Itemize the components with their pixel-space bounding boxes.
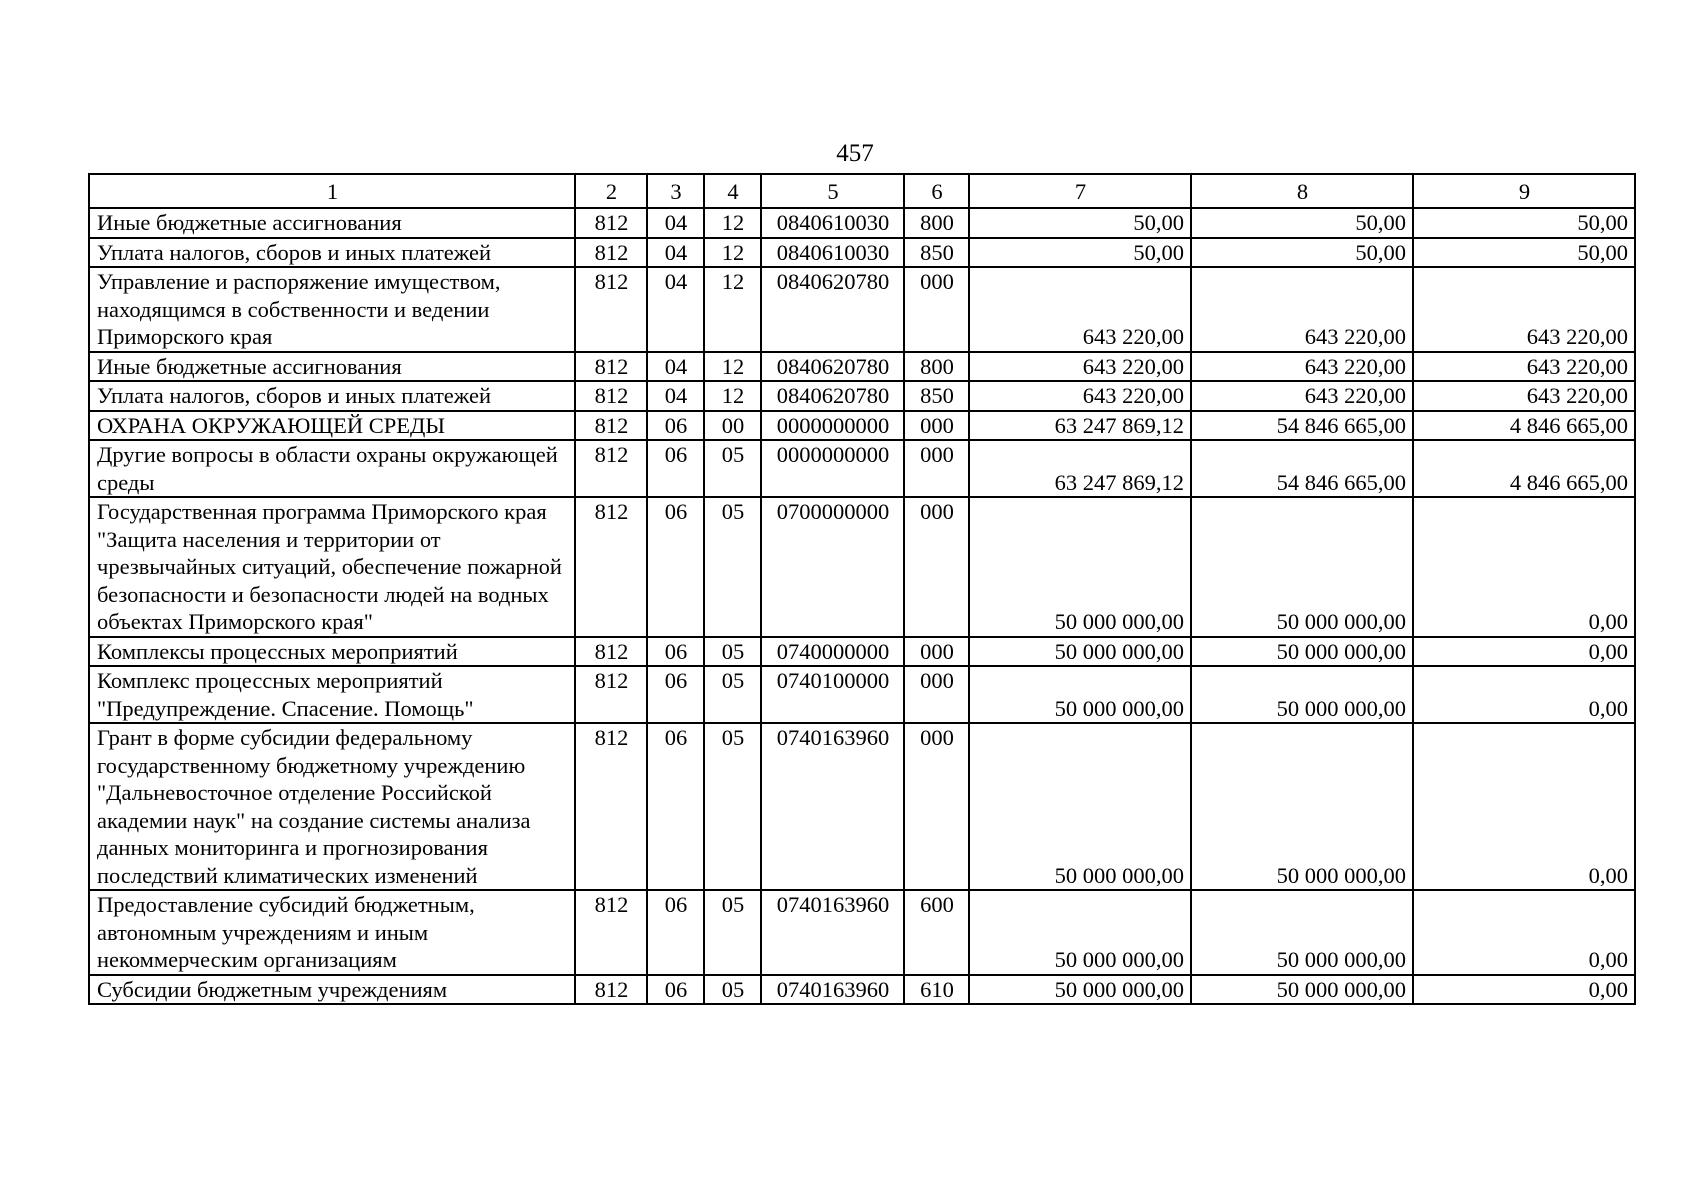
- subsection-cell: 12: [704, 267, 761, 352]
- subsection-cell: 12: [704, 381, 761, 411]
- amount-col8-cell: 50 000 000,00: [1191, 637, 1413, 667]
- expense-type-cell: 000: [904, 267, 969, 352]
- table-row: [89, 723, 1635, 890]
- expense-type-cell: 000: [904, 440, 969, 497]
- target-article-cell: 0740100000: [761, 666, 904, 723]
- subsection-cell: 05: [704, 637, 761, 667]
- row-description: Уплата налогов, сборов и иных платежей: [89, 238, 575, 268]
- amount-col8-cell: 54 846 665,00: [1191, 440, 1413, 497]
- table-row: [89, 890, 1635, 975]
- row-description: Субсидии бюджетным учреждениям: [89, 975, 575, 1005]
- target-article-cell: 0840620780: [761, 267, 904, 352]
- table-body: [89, 174, 1635, 1004]
- target-article-cell: 0740163960: [761, 890, 904, 975]
- section-cell: 06: [647, 497, 704, 637]
- target-article-cell: 0000000000: [761, 411, 904, 441]
- amount-col7-cell: 50 000 000,00: [969, 890, 1191, 975]
- amount-col8-cell: 50,00: [1191, 208, 1413, 238]
- expense-type-cell: 800: [904, 208, 969, 238]
- expense-type-cell: 000: [904, 723, 969, 890]
- table-row: [89, 352, 1635, 382]
- row-description: Государственная программа Приморского края "Защита населения и территории от чрезвычайных ситуаций, обеспечение пожарной безопасности и безопасности людей на водных объектах Приморского края": [89, 497, 575, 637]
- amount-col7-cell: 643 220,00: [969, 381, 1191, 411]
- target-article-cell: 0840620780: [761, 352, 904, 382]
- table-row: [89, 497, 1635, 637]
- budget-table: [88, 173, 1636, 1005]
- amount-col7-cell: 50 000 000,00: [969, 723, 1191, 890]
- amount-col9-cell: 0,00: [1413, 666, 1635, 723]
- amount-col9-cell: 0,00: [1413, 890, 1635, 975]
- budget-code-cell: 812: [575, 411, 647, 441]
- amount-col8-cell: 643 220,00: [1191, 381, 1413, 411]
- column-header: 7: [969, 174, 1191, 208]
- row-description: Комплекс процессных мероприятий "Предупреждение. Спасение. Помощь": [89, 666, 575, 723]
- section-cell: 04: [647, 238, 704, 268]
- table-row: [89, 267, 1635, 352]
- row-description: Управление и распоряжение имуществом, находящимся в собственности и ведении Приморского края: [89, 267, 575, 352]
- subsection-cell: 12: [704, 352, 761, 382]
- target-article-cell: 0840610030: [761, 238, 904, 268]
- expense-type-cell: 850: [904, 381, 969, 411]
- amount-col7-cell: 643 220,00: [969, 267, 1191, 352]
- amount-col7-cell: 50,00: [969, 208, 1191, 238]
- table-row: [89, 208, 1635, 238]
- target-article-cell: 0000000000: [761, 440, 904, 497]
- table-row: [89, 411, 1635, 441]
- amount-col9-cell: 643 220,00: [1413, 267, 1635, 352]
- amount-col7-cell: 50 000 000,00: [969, 975, 1191, 1005]
- row-description: Предоставление субсидий бюджетным, автономным учреждениям и иным некоммерческим организациям: [89, 890, 575, 975]
- target-article-cell: 0840620780: [761, 381, 904, 411]
- section-cell: 04: [647, 381, 704, 411]
- expense-type-cell: 000: [904, 497, 969, 637]
- amount-col9-cell: 643 220,00: [1413, 381, 1635, 411]
- section-cell: 06: [647, 666, 704, 723]
- column-header: 5: [761, 174, 904, 208]
- amount-col9-cell: 643 220,00: [1413, 352, 1635, 382]
- expense-type-cell: 000: [904, 666, 969, 723]
- section-cell: 06: [647, 637, 704, 667]
- budget-code-cell: 812: [575, 723, 647, 890]
- row-description: Другие вопросы в области охраны окружающей среды: [89, 440, 575, 497]
- expense-type-cell: 850: [904, 238, 969, 268]
- target-article-cell: 0740163960: [761, 975, 904, 1005]
- amount-col8-cell: 50 000 000,00: [1191, 666, 1413, 723]
- expense-type-cell: 800: [904, 352, 969, 382]
- amount-col9-cell: 4 846 665,00: [1413, 411, 1635, 441]
- amount-col7-cell: 63 247 869,12: [969, 411, 1191, 441]
- amount-col9-cell: 50,00: [1413, 238, 1635, 268]
- subsection-cell: 00: [704, 411, 761, 441]
- table-row: [89, 975, 1635, 1005]
- budget-code-cell: 812: [575, 352, 647, 382]
- budget-code-cell: 812: [575, 267, 647, 352]
- budget-code-cell: 812: [575, 666, 647, 723]
- expense-type-cell: 600: [904, 890, 969, 975]
- amount-col7-cell: 50,00: [969, 238, 1191, 268]
- subsection-cell: 05: [704, 497, 761, 637]
- table-row: [89, 666, 1635, 723]
- column-header: 9: [1413, 174, 1635, 208]
- header-row: [89, 174, 1635, 208]
- section-cell: 04: [647, 267, 704, 352]
- subsection-cell: 12: [704, 238, 761, 268]
- table-row: [89, 381, 1635, 411]
- amount-col8-cell: 643 220,00: [1191, 267, 1413, 352]
- section-cell: 06: [647, 890, 704, 975]
- expense-type-cell: 610: [904, 975, 969, 1005]
- amount-col7-cell: 643 220,00: [969, 352, 1191, 382]
- column-header: 8: [1191, 174, 1413, 208]
- target-article-cell: 0740000000: [761, 637, 904, 667]
- amount-col9-cell: 50,00: [1413, 208, 1635, 238]
- budget-code-cell: 812: [575, 890, 647, 975]
- target-article-cell: 0700000000: [761, 497, 904, 637]
- subsection-cell: 05: [704, 666, 761, 723]
- amount-col7-cell: 50 000 000,00: [969, 497, 1191, 637]
- amount-col9-cell: 0,00: [1413, 975, 1635, 1005]
- budget-code-cell: 812: [575, 975, 647, 1005]
- amount-col8-cell: 50 000 000,00: [1191, 975, 1413, 1005]
- amount-col8-cell: 50 000 000,00: [1191, 723, 1413, 890]
- column-header: 6: [904, 174, 969, 208]
- amount-col9-cell: 0,00: [1413, 497, 1635, 637]
- table-row: [89, 637, 1635, 667]
- budget-code-cell: 812: [575, 440, 647, 497]
- amount-col8-cell: 54 846 665,00: [1191, 411, 1413, 441]
- amount-col7-cell: 63 247 869,12: [969, 440, 1191, 497]
- table-row: [89, 440, 1635, 497]
- section-cell: 06: [647, 440, 704, 497]
- expense-type-cell: 000: [904, 637, 969, 667]
- section-cell: 06: [647, 723, 704, 890]
- target-article-cell: 0740163960: [761, 723, 904, 890]
- section-cell: 04: [647, 352, 704, 382]
- budget-code-cell: 812: [575, 497, 647, 637]
- budget-code-cell: 812: [575, 381, 647, 411]
- amount-col8-cell: 50 000 000,00: [1191, 890, 1413, 975]
- amount-col8-cell: 643 220,00: [1191, 352, 1413, 382]
- row-description: Иные бюджетные ассигнования: [89, 208, 575, 238]
- amount-col8-cell: 50 000 000,00: [1191, 497, 1413, 637]
- subsection-cell: 05: [704, 890, 761, 975]
- row-description: Комплексы процессных мероприятий: [89, 637, 575, 667]
- amount-col8-cell: 50,00: [1191, 238, 1413, 268]
- row-description: Иные бюджетные ассигнования: [89, 352, 575, 382]
- amount-col9-cell: 4 846 665,00: [1413, 440, 1635, 497]
- column-header: 4: [704, 174, 761, 208]
- subsection-cell: 05: [704, 440, 761, 497]
- amount-col9-cell: 0,00: [1413, 637, 1635, 667]
- column-header: 1: [89, 174, 575, 208]
- page-number: 457: [836, 140, 874, 167]
- amount-col7-cell: 50 000 000,00: [969, 666, 1191, 723]
- budget-code-cell: 812: [575, 208, 647, 238]
- amount-col7-cell: 50 000 000,00: [969, 637, 1191, 667]
- column-header: 2: [575, 174, 647, 208]
- table-row: [89, 238, 1635, 268]
- row-description: Уплата налогов, сборов и иных платежей: [89, 381, 575, 411]
- target-article-cell: 0840610030: [761, 208, 904, 238]
- column-header: 3: [647, 174, 704, 208]
- budget-code-cell: 812: [575, 238, 647, 268]
- amount-col9-cell: 0,00: [1413, 723, 1635, 890]
- section-cell: 06: [647, 975, 704, 1005]
- subsection-cell: 12: [704, 208, 761, 238]
- section-cell: 06: [647, 411, 704, 441]
- section-cell: 04: [647, 208, 704, 238]
- subsection-cell: 05: [704, 723, 761, 890]
- subsection-cell: 05: [704, 975, 761, 1005]
- expense-type-cell: 000: [904, 411, 969, 441]
- budget-code-cell: 812: [575, 637, 647, 667]
- row-description: Грант в форме субсидии федеральному государственному бюджетному учреждению "Дальневосточное отделение Российской академии наук" на создание системы анализа данных мониторинга и прогнозирования последствий климатических изменений: [89, 723, 575, 890]
- row-description: ОХРАНА ОКРУЖАЮЩЕЙ СРЕДЫ: [89, 411, 575, 441]
